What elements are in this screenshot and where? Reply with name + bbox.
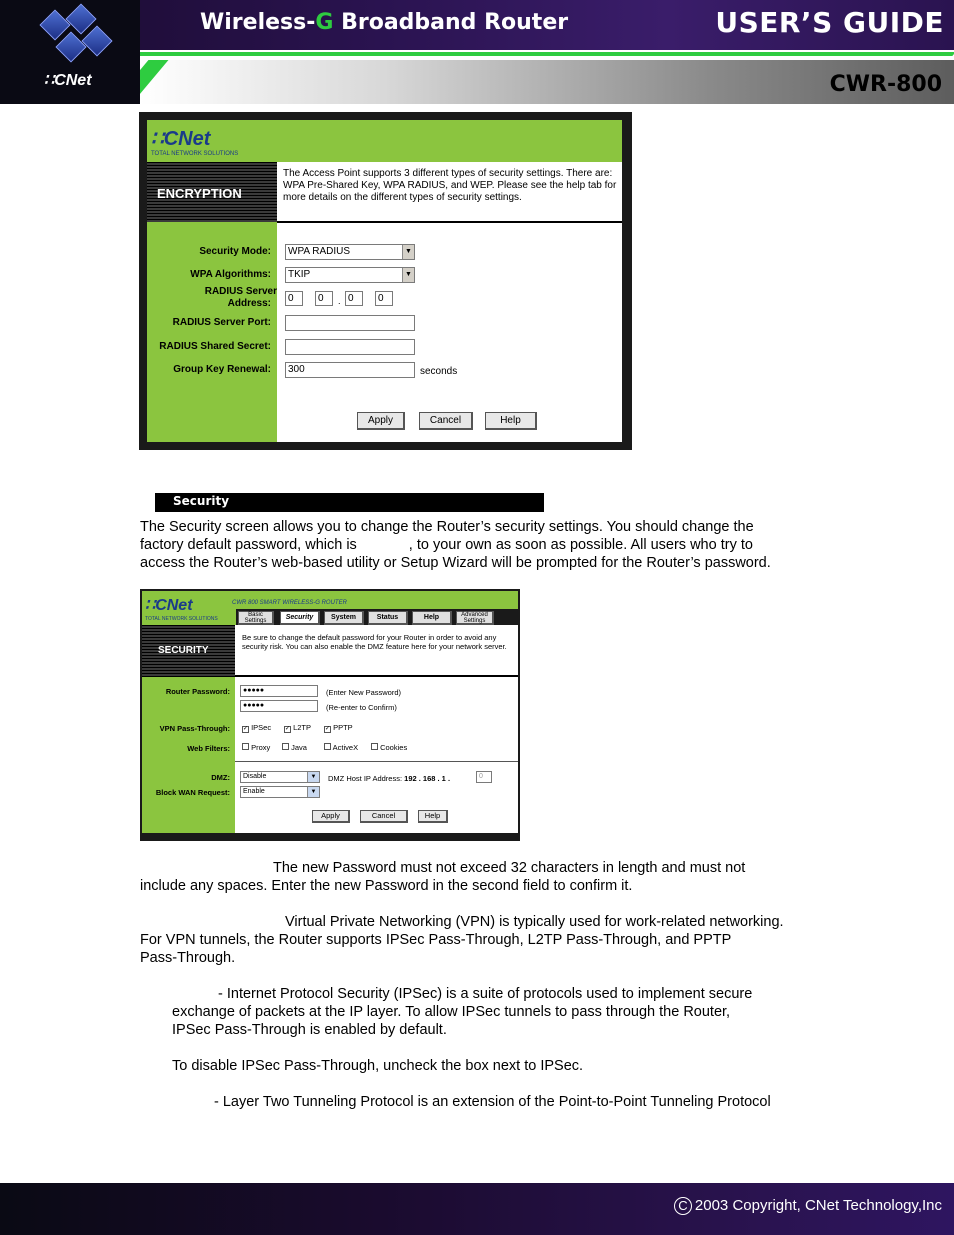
tab-status[interactable]: Status — [368, 611, 408, 625]
vpn-ipsec-checkbox[interactable]: ✓ IPSec — [243, 723, 272, 732]
router-password-label: Router Password: — [165, 687, 230, 696]
radius-port-label: RADIUS Server Port: — [172, 317, 271, 328]
page-header — [0, 0, 954, 104]
web-filters-label: Web Filters: — [187, 744, 230, 753]
radius-ip-octet-4[interactable]: 0 — [375, 291, 393, 306]
intro-line-1: The Security screen allows you to change the Router’s security settings. You should change the — [140, 519, 754, 535]
radius-secret-label: RADIUS Shared Secret: — [159, 341, 271, 352]
vpn-pptp-checkbox[interactable]: ✓ PPTP — [325, 723, 353, 732]
tab-advanced-settings[interactable]: Advanced Settings — [456, 611, 494, 625]
header-brand-logo: ∷CNet — [44, 72, 92, 89]
reenter-hint: (Re-enter to Confirm) — [326, 703, 397, 712]
filter-java-checkbox[interactable]: Java — [282, 743, 307, 752]
tab-security[interactable]: Security — [280, 611, 320, 625]
cnet-tagline: TOTAL NETWORK SOLUTIONS — [145, 616, 218, 622]
intro-paragraph — [140, 518, 830, 572]
section-title: SECURITY — [158, 645, 209, 656]
cnet-logo: ∷CNet — [145, 597, 193, 614]
radius-ip-octet-3[interactable]: 0 — [345, 291, 363, 306]
tab-basic-settings[interactable]: Basic Settings — [238, 611, 274, 625]
checkbox-icon — [371, 743, 378, 750]
copyright-icon: C — [674, 1197, 692, 1215]
logo-bar — [147, 120, 622, 162]
tab-system[interactable]: System — [324, 611, 364, 625]
dmz-select[interactable]: Disable ▼ — [240, 771, 320, 783]
section-title: ENCRYPTION — [157, 186, 242, 201]
ipsec-paragraph — [172, 985, 832, 1039]
password-line-2: include any spaces. Enter the new Password in the second field to confirm it. — [140, 878, 633, 894]
checkbox-checked-icon: ✓ — [285, 726, 291, 732]
checkbox-icon — [242, 743, 249, 750]
users-guide-label: USER’S GUIDE — [715, 6, 944, 39]
vpn-line-1: Virtual Private Networking (VPN) is typically used for work-related networking. — [285, 914, 784, 930]
intro-line-2: factory default password, which is , to your own as soon as possible. All users who try to — [140, 537, 753, 553]
radius-address-label: RADIUS Server Address: — [204, 286, 277, 309]
dmz-label: DMZ: — [211, 773, 230, 782]
seconds-label: seconds — [420, 366, 458, 377]
header-logo-block — [0, 0, 140, 104]
intro-text: Be sure to change the default password for your Router in order to avoid any security risk. You can also enable the DMZ feature here for your network server. — [242, 633, 507, 651]
document-title: Wireless-G Broadband Router — [200, 10, 569, 35]
section-bar-label: Security — [173, 494, 230, 508]
chevron-down-icon: ▼ — [402, 245, 414, 259]
ip-dot: . — [338, 296, 341, 306]
group-key-label: Group Key Renewal: — [173, 364, 271, 375]
vpn-paragraph — [140, 913, 830, 967]
side-panel — [142, 677, 235, 833]
checkbox-checked-icon: ✓ — [325, 726, 331, 732]
section-header — [147, 162, 277, 222]
logo-square-icon — [81, 25, 112, 56]
radius-ip-octet-1[interactable]: 0 — [285, 291, 303, 306]
logo-bar — [142, 591, 518, 625]
filter-cookies-checkbox[interactable]: Cookies — [371, 743, 407, 752]
help-button[interactable]: Help — [418, 810, 448, 823]
header-accent-line — [118, 52, 954, 56]
radius-ip-octet-2[interactable]: 0 — [315, 291, 333, 306]
block-wan-label: Block WAN Request: — [155, 788, 230, 797]
cnet-logo: ∷CNet — [151, 128, 211, 150]
filter-activex-checkbox[interactable]: ActiveX — [324, 743, 358, 752]
ipsec-disable-paragraph: To disable IPSec Pass-Through, uncheck the box next to IPSec. — [172, 1058, 584, 1074]
radius-secret-input[interactable] — [285, 339, 415, 355]
password-field[interactable]: ●●●●● — [240, 685, 318, 697]
l2tp-paragraph: - Layer Two Tunneling Protocol is an extension of the Point-to-Point Tunneling Protocol — [214, 1094, 771, 1110]
apply-button[interactable]: Apply — [312, 810, 350, 823]
enter-new-hint: (Enter New Password) — [326, 688, 402, 697]
password-paragraph — [140, 859, 830, 895]
security-mode-select[interactable]: WPA RADIUS ▼ — [285, 244, 415, 260]
chevron-down-icon: ▼ — [307, 772, 319, 782]
ipsec-line-3: IPSec Pass-Through is enabled by default. — [172, 1022, 447, 1038]
security-screenshot — [140, 589, 520, 841]
vpn-line-3: Pass-Through. — [140, 950, 236, 966]
wpa-algorithms-label: WPA Algorithms: — [190, 269, 271, 280]
tab-help[interactable]: Help — [412, 611, 452, 625]
copyright-notice: C 2003 Copyright, CNet Technology,Inc — [674, 1197, 942, 1215]
page-footer — [0, 1183, 954, 1235]
divider-line — [235, 761, 518, 762]
logo-square-icon — [55, 31, 86, 62]
vpn-l2tp-checkbox[interactable]: ✓ L2TP — [285, 723, 312, 732]
checkbox-icon — [324, 743, 331, 750]
cancel-button[interactable]: Cancel — [360, 810, 408, 823]
model-number: CWR-800 — [829, 72, 942, 97]
intro-line-3: access the Router’s web-based utility or Setup Wizard will be prompted for the Router’s password. — [140, 555, 771, 571]
help-button[interactable]: Help — [485, 412, 537, 430]
security-mode-label: Security Mode: — [199, 246, 271, 257]
vpn-line-2: For VPN tunnels, the Router supports IPSec Pass-Through, L2TP Pass-Through, and PPTP — [140, 932, 732, 948]
block-wan-select[interactable]: Enable ▼ — [240, 786, 320, 798]
cnet-tagline: TOTAL NETWORK SOLUTIONS — [151, 151, 239, 157]
radius-port-input[interactable] — [285, 315, 415, 331]
vpn-label: VPN Pass-Through: — [159, 724, 230, 733]
cancel-button[interactable]: Cancel — [419, 412, 473, 430]
checkbox-checked-icon: ✓ — [243, 726, 249, 732]
ipsec-line-2: exchange of packets at the IP layer. To allow IPSec tunnels to pass through the Router, — [172, 1004, 731, 1020]
group-key-input[interactable]: 300 — [285, 362, 415, 378]
apply-button[interactable]: Apply — [357, 412, 405, 430]
divider-line — [235, 675, 518, 677]
dmz-host-last-octet[interactable]: 0 — [476, 771, 492, 783]
section-header — [142, 625, 235, 677]
ipsec-line-1: - Internet Protocol Security (IPSec) is a suite of protocols used to implement secure — [218, 986, 753, 1002]
chevron-down-icon: ▼ — [402, 268, 414, 282]
intro-text: The Access Point supports 3 different types of security settings. There are: WPA Pre-Shared Key, WPA RADIUS, and WEP. Please see the help tab for more details on the different types of security settings. — [283, 168, 617, 203]
checkbox-icon — [282, 743, 289, 750]
dmz-host-label: DMZ Host IP Address: 192 . 168 . 1 . — [328, 774, 451, 783]
product-name: CWR 800 SMART WIRELESS-G ROUTER — [232, 600, 347, 606]
divider-line — [277, 221, 622, 223]
chevron-down-icon: ▼ — [307, 787, 319, 797]
section-bar — [155, 493, 544, 512]
password-line-1: The new Password must not exceed 32 characters in length and must not — [273, 860, 746, 876]
filter-proxy-checkbox[interactable]: Proxy — [242, 743, 270, 752]
encryption-screenshot — [139, 112, 632, 450]
wpa-algorithms-select[interactable]: TKIP ▼ — [285, 267, 415, 283]
confirm-password-field[interactable]: ●●●●● — [240, 700, 318, 712]
